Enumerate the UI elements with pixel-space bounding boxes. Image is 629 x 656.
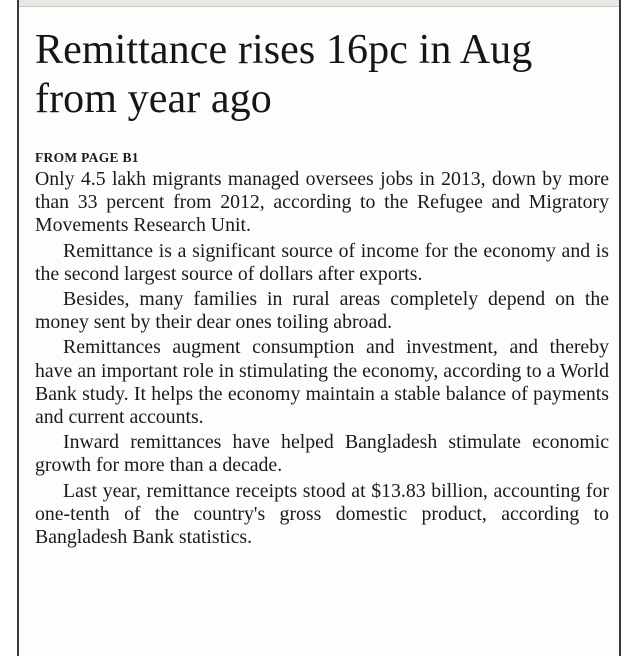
article-paragraph: Inward remittances have helped Bangladesh stimulate economic growth for more than a decade. bbox=[35, 431, 609, 477]
clipping-top-edge bbox=[19, 0, 619, 7]
article-paragraph: Last year, remittance receipts stood at $13.83 billion, accounting for one-tenth of the country's gross domestic product, according to Bangladesh Bank statistics. bbox=[35, 479, 609, 549]
article-paragraph: Remittance is a significant source of income for the economy and is the second largest source of dollars after exports. bbox=[35, 239, 609, 285]
jump-line: FROM PAGE B1 bbox=[35, 150, 139, 165]
newspaper-clipping bbox=[17, 0, 621, 656]
article-body bbox=[35, 168, 609, 551]
article-headline: Remittance rises 16pc in Aug from year ago bbox=[35, 27, 533, 122]
article-paragraph: Besides, many families in rural areas completely depend on the money sent by their dear ones toiling abroad. bbox=[35, 288, 609, 334]
article-paragraph: Remittances augment consumption and investment, and thereby have an important role in stimulating the economy, according to a World Bank study. It helps the economy maintain a stable balance of payments and current accounts. bbox=[35, 336, 609, 429]
article-paragraph: Only 4.5 lakh migrants managed oversees jobs in 2013, down by more than 33 percent from 2012, according to the Refugee and Migratory Movements Research Unit. bbox=[35, 168, 609, 237]
